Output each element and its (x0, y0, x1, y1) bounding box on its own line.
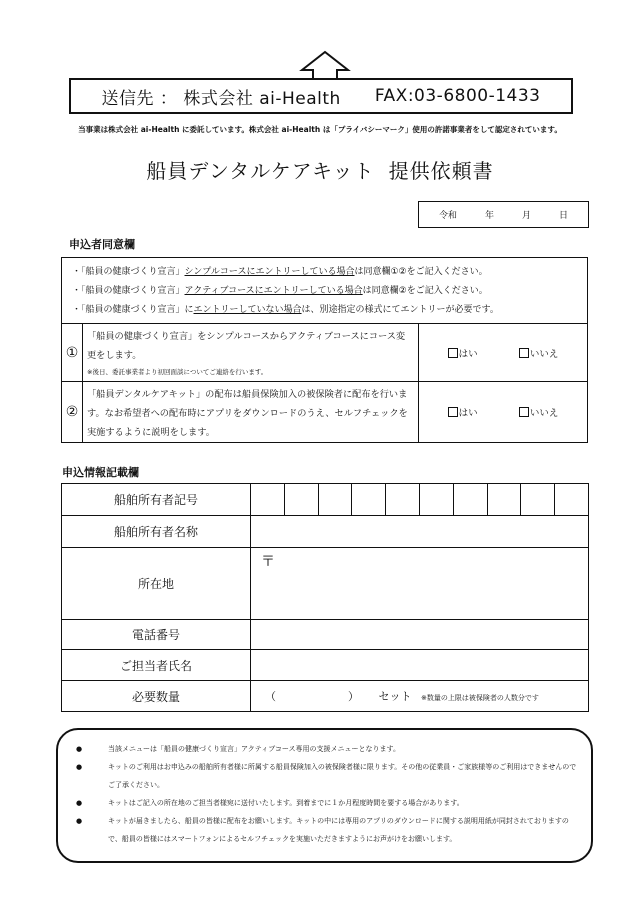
owner-name-field[interactable] (251, 516, 589, 548)
phone-label: 電話番号 (62, 620, 251, 650)
address-field[interactable] (251, 548, 589, 620)
consent-1-no-checkbox[interactable]: いいえ (519, 346, 559, 360)
page-title (0, 155, 640, 184)
instruction-item: ・「船員の健康づくり宣言」アクティブコースにエントリーしている場合は同意欄②をご記入ください。 (72, 286, 488, 296)
digit-box[interactable] (352, 484, 386, 515)
bullet-icon: ● (76, 745, 83, 753)
consent-row-1 (62, 324, 587, 382)
note-item: ● キットはご記入の所在地のご担当者様宛に送付いたします。到着までに１か月程度時間を要する場合があります。 (76, 794, 577, 812)
consent-number: ① (62, 324, 83, 381)
owner-code-field[interactable] (251, 484, 589, 516)
bullet-icon: ● (76, 817, 83, 825)
consent-1-yes-checkbox[interactable]: はい (448, 346, 478, 360)
quantity-unit: セット (378, 690, 412, 703)
digit-box[interactable] (454, 484, 488, 515)
date-field[interactable] (418, 201, 589, 228)
contact-name-label: ご担当者氏名 (62, 650, 251, 681)
checkbox-icon (519, 348, 529, 358)
phone-field[interactable] (251, 620, 589, 650)
consent-table (61, 257, 588, 443)
date-year: 年 (484, 211, 494, 221)
checkbox-icon (448, 348, 458, 358)
application-info-table (61, 483, 589, 712)
bullet-icon: ● (76, 763, 83, 771)
info-heading: 申込情報記載欄 (62, 466, 139, 479)
quantity-label: 必要数量 (62, 681, 251, 712)
digit-box[interactable] (521, 484, 555, 515)
contact-name-field[interactable] (251, 650, 589, 681)
digit-box[interactable] (386, 484, 420, 515)
consent-row-2 (62, 382, 587, 442)
date-day: 日 (558, 211, 568, 221)
consent-heading: 申込者同意欄 (69, 238, 135, 251)
title-main: 船員デンタルケアキット (146, 159, 375, 183)
privacy-notice: 当事業は株式会社 ai-Health に委託しています。株式会社 ai-Health は「プライバシーマーク」使用の許諾事業者をして認定されています。 (78, 125, 562, 134)
date-era: 令和 (438, 211, 457, 221)
checkbox-icon (519, 407, 529, 417)
sender-box (69, 78, 573, 114)
note-item: ● キットのご利用はお申込みの船舶所有者様に所属する船員保険加入の被保険者様に限ります。その他の従業員・ご家族様等のご利用はできませんのでご了承ください。 (76, 758, 577, 794)
up-arrow-icon (297, 48, 353, 80)
digit-box[interactable] (319, 484, 353, 515)
sender-label: 送信先 ： 株式会社 ai-Health (101, 88, 341, 109)
fax-number: FAX:03-6800-1433 (374, 86, 541, 106)
consent-2-yes-checkbox[interactable]: はい (448, 405, 478, 419)
note-item: ● 当該メニューは「船員の健康づくり宣言」アクティブコース専用の支援メニューとなります。 (76, 740, 577, 758)
consent-text: 「船員の健康づくり宣言」をシンプルコースからアクティブコースにコース変更をします。 (87, 331, 406, 361)
postal-mark-icon: 〒 (261, 554, 275, 570)
date-month: 月 (521, 211, 531, 221)
bullet-icon: ● (76, 799, 83, 807)
consent-text: 「船員デンタルケアキット」の配布は船員保険加入の被保険者に配布を行います。なお希望者への配布時にアプリをダウンロードのうえ、セルフチェックを実施するように説明をします。 (87, 389, 408, 438)
digit-box[interactable] (488, 484, 522, 515)
owner-code-label: 船舶所有者記号 (62, 484, 251, 516)
note-item: ● キットが届きましたら、船員の皆様に配布をお願いします。キットの中には専用のアプリのダウンロードに関する説明用紙が同封されておりますので、船員の皆様にはスマートフォンによるセルフチェックを実施いただきますようにお声がけをお願いします。 (76, 812, 577, 848)
digit-box[interactable] (285, 484, 319, 515)
quantity-field[interactable]: （ ） セット ※数量の上限は被保険者の人数分です (251, 681, 589, 712)
consent-note: ※後日、委託事業者より初回面談についてご連絡を行います。 (87, 368, 268, 376)
digit-box[interactable] (555, 484, 588, 515)
title-sub: 提供依頼書 (388, 159, 494, 183)
quantity-note: ※数量の上限は被保険者の人数分です (421, 694, 539, 702)
digit-box[interactable] (251, 484, 285, 515)
checkbox-icon (448, 407, 458, 417)
instruction-item: ・「船員の健康づくり宣言」シンプルコースにエントリーしている場合は同意欄①②をご記入ください。 (72, 267, 488, 277)
notes-box (56, 728, 593, 863)
consent-number: ② (62, 382, 83, 442)
address-label: 所在地 (62, 548, 251, 620)
consent-instructions (62, 258, 587, 324)
instruction-item: ・「船員の健康づくり宣言」にエントリーしていない場合は、別途指定の様式にてエントリーが必要です。 (72, 305, 499, 315)
consent-2-no-checkbox[interactable]: いいえ (519, 405, 559, 419)
digit-box[interactable] (420, 484, 454, 515)
owner-name-label: 船舶所有者名称 (62, 516, 251, 548)
